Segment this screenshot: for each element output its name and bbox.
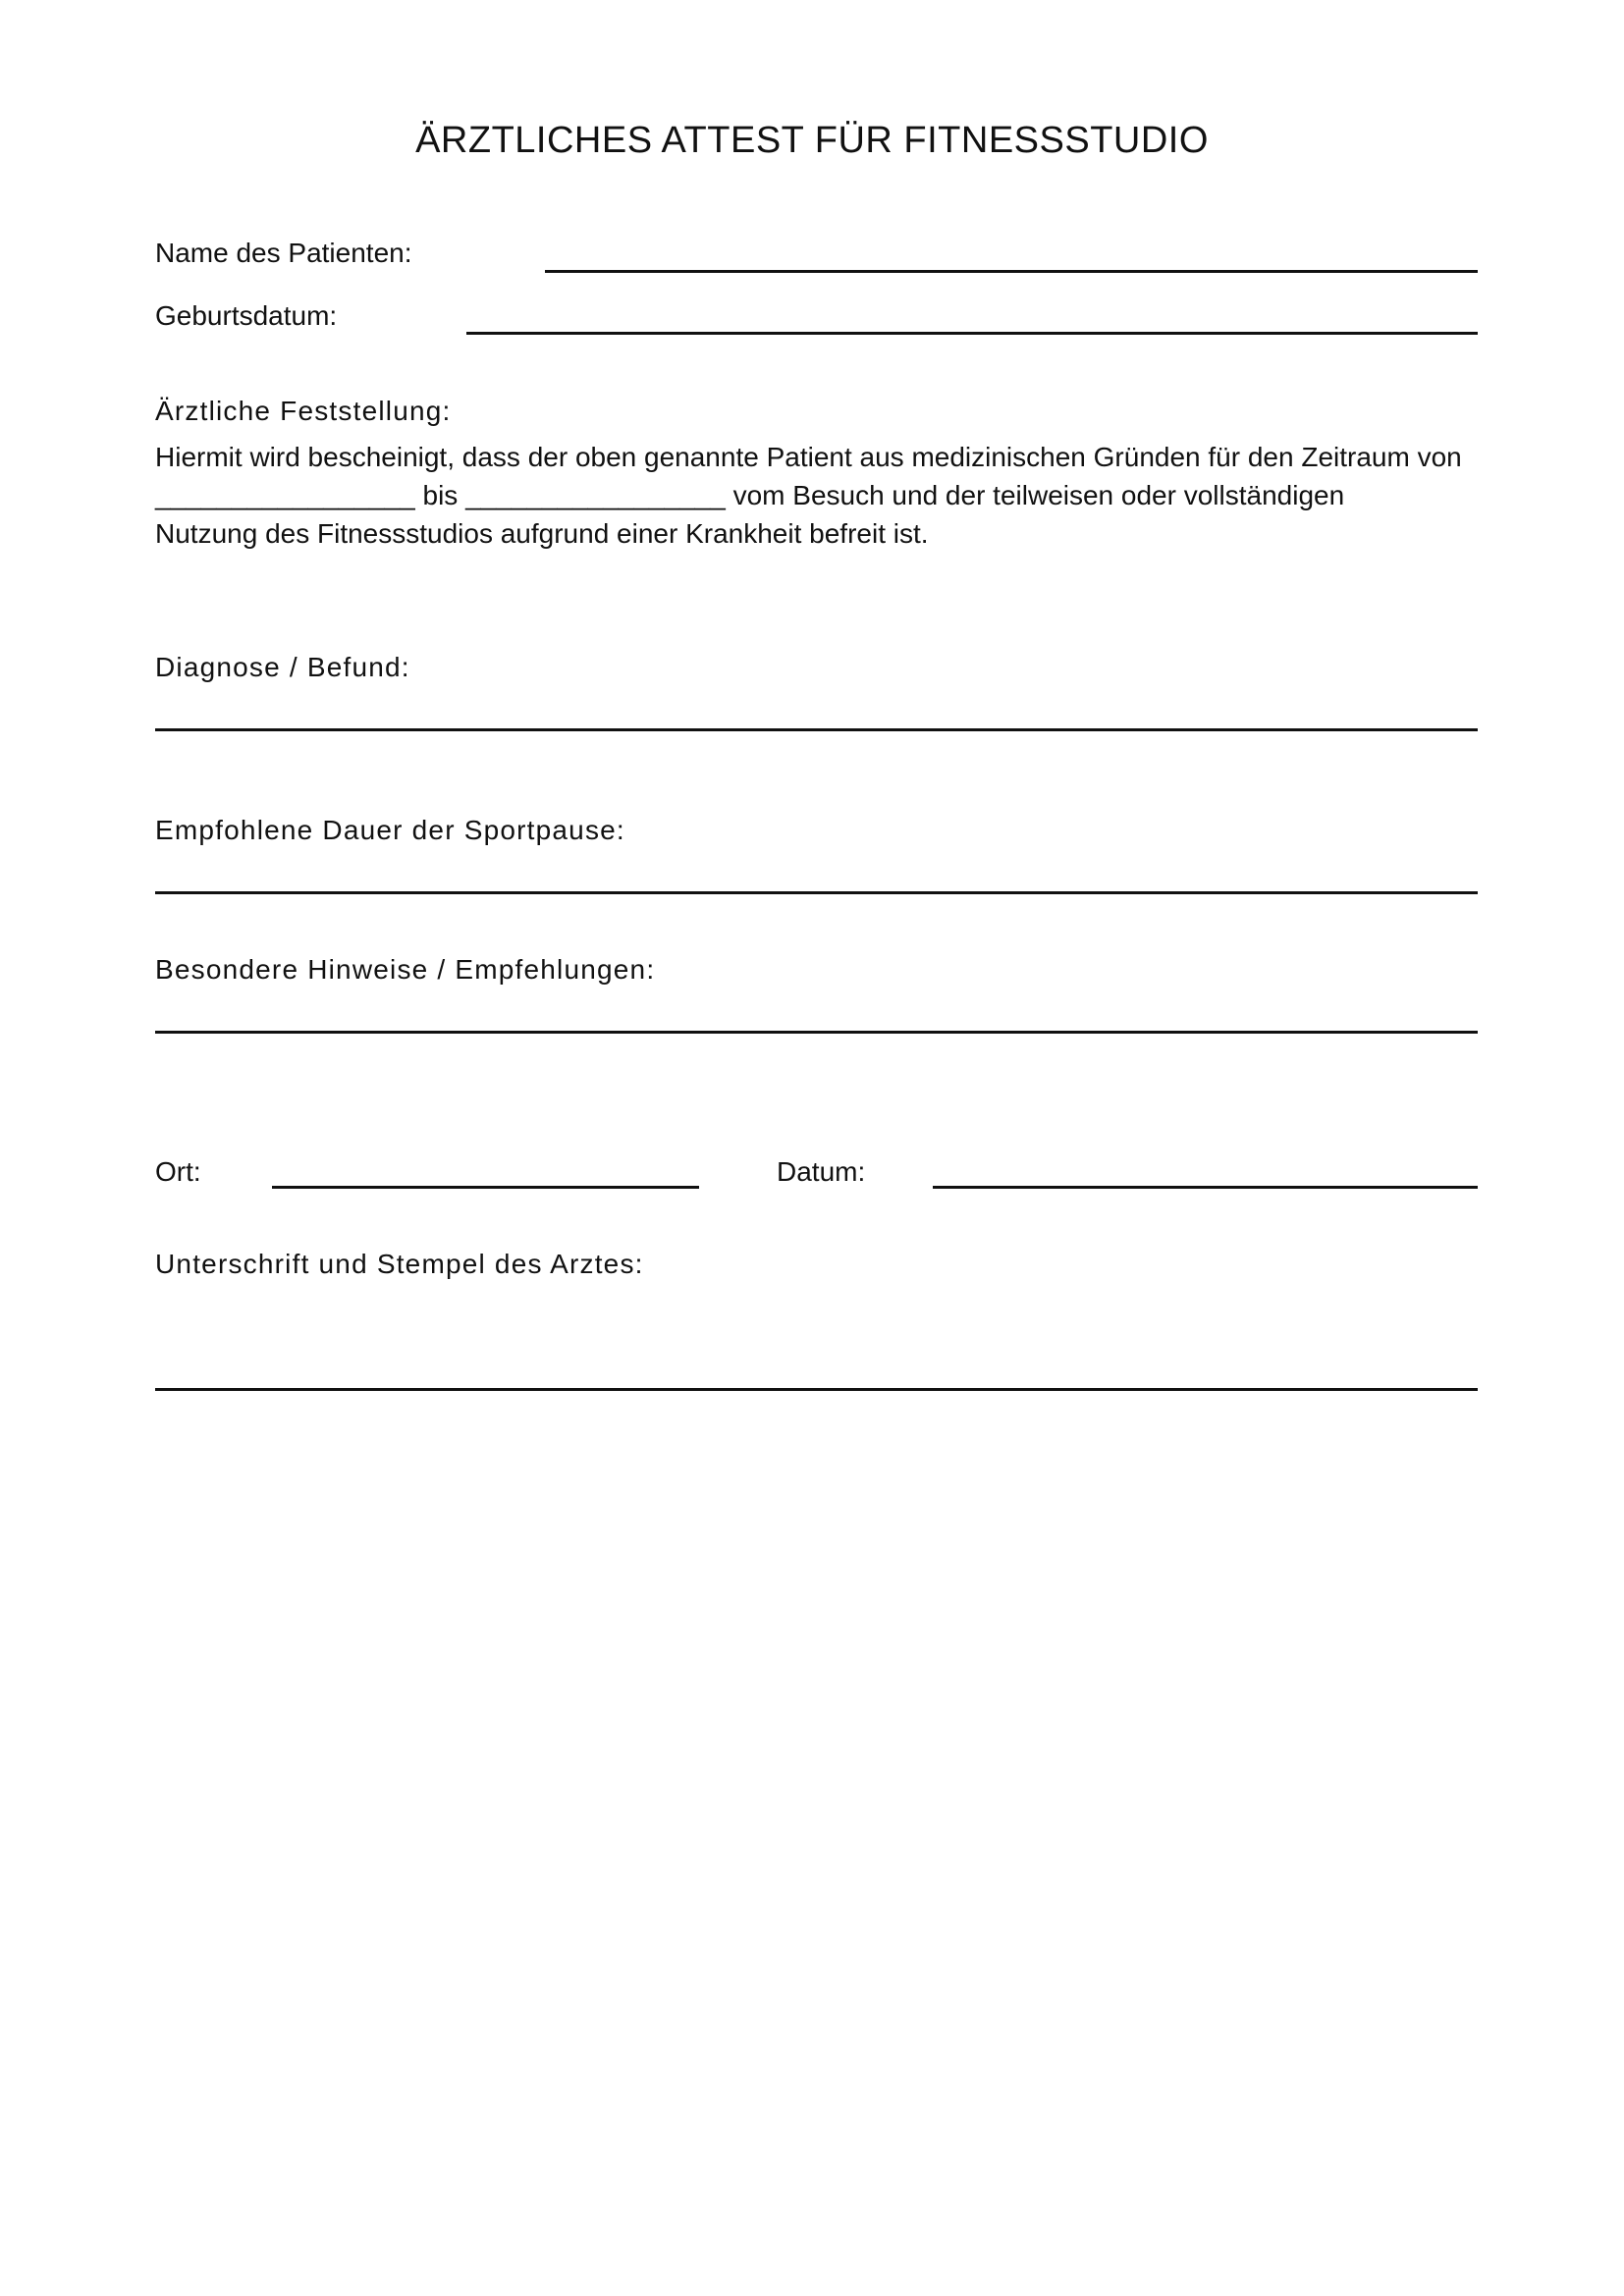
finding-heading: Ärztliche Feststellung:	[155, 396, 452, 426]
patient-name-field[interactable]	[545, 270, 1478, 273]
page-title: ÄRZTLICHES ATTEST FÜR FITNESSSTUDIO	[415, 120, 1209, 161]
date-label: Datum:	[777, 1156, 866, 1187]
birthdate-label: Geburtsdatum:	[155, 300, 338, 331]
notes-field[interactable]	[155, 1031, 1478, 1034]
duration-label: Empfohlene Dauer der Sportpause:	[155, 815, 625, 845]
signature-field[interactable]	[155, 1388, 1478, 1391]
notes-label: Besondere Hinweise / Empfehlungen:	[155, 954, 656, 985]
statement-line-3: Nutzung des Fitnessstudios aufgrund einer Krankheit befreit ist.	[155, 518, 929, 549]
statement-line-1: Hiermit wird bescheinigt, dass der oben genannte Patient aus medizinischen Gründen für den Zeitraum von	[155, 442, 1462, 472]
statement-paragraph	[155, 438, 1490, 553]
signature-label: Unterschrift und Stempel des Arztes:	[155, 1249, 644, 1279]
diagnosis-field[interactable]	[155, 728, 1478, 731]
place-label: Ort:	[155, 1156, 201, 1187]
patient-name-label: Name des Patienten:	[155, 238, 412, 268]
date-field[interactable]	[933, 1186, 1478, 1189]
duration-field[interactable]	[155, 891, 1478, 894]
place-field[interactable]	[272, 1186, 699, 1189]
birthdate-field[interactable]	[466, 332, 1478, 335]
statement-line-2: _________________ bis _________________ vom Besuch und der teilweisen oder vollständigen	[155, 480, 1345, 510]
diagnosis-label: Diagnose / Befund:	[155, 652, 410, 682]
